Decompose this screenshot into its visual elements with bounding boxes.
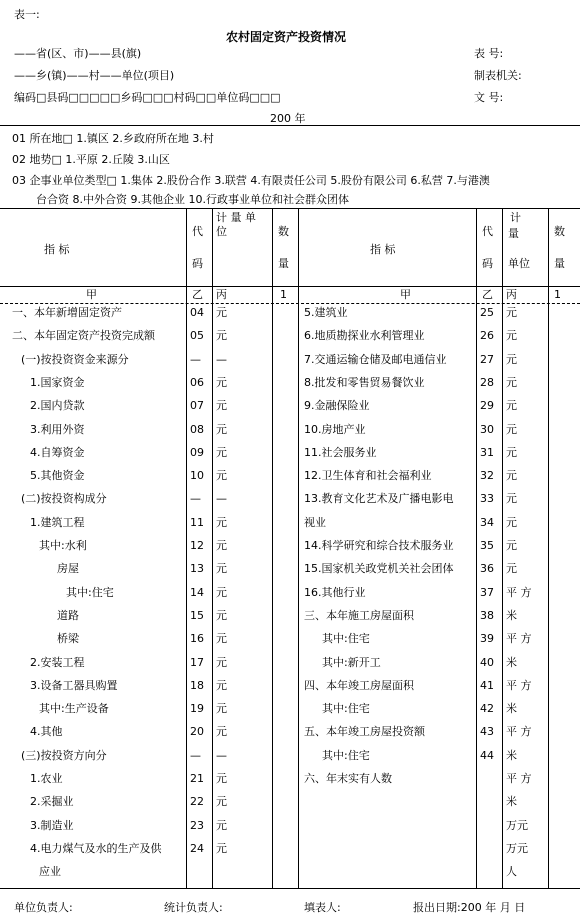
col-header-unit-right-3: 单位	[508, 257, 530, 270]
right-row-code: 42	[480, 702, 494, 715]
left-row-code: 22	[190, 795, 204, 808]
left-row-label: 其中:生产设备	[39, 702, 109, 715]
divider	[0, 303, 580, 304]
right-row-unit: 人	[506, 865, 517, 878]
left-row-unit: 元	[216, 679, 227, 692]
col-letter-one-left: 1	[280, 288, 287, 301]
right-row-unit: 元	[506, 306, 517, 319]
right-row-label: 9.金融保险业	[304, 399, 370, 412]
col-letter-yi-right: 乙	[482, 288, 493, 301]
col-header-qty-left-2: 量	[278, 257, 289, 270]
col-letter-jia-left: 甲	[86, 288, 97, 301]
left-row-code: 05	[190, 329, 204, 342]
right-row-unit: 元	[506, 353, 517, 366]
header-region-line: ——省(区、市)——县(旗)	[14, 47, 142, 60]
right-row-unit: 米	[506, 609, 517, 622]
col-letter-yi-left: 乙	[192, 288, 203, 301]
col-letter-one-right: 1	[554, 288, 561, 301]
right-row-unit: 元	[506, 423, 517, 436]
col-letter-bing-left: 丙	[216, 288, 227, 301]
right-row-code: 26	[480, 329, 494, 342]
left-row-unit: 元	[216, 516, 227, 529]
left-row-code: 23	[190, 819, 204, 832]
right-row-code: 32	[480, 469, 494, 482]
col-header-code-right-1: 代	[482, 225, 493, 238]
right-row-unit: 元	[506, 376, 517, 389]
right-row-code: 28	[480, 376, 494, 389]
right-row-label: 6.地质勘探业水利管理业	[304, 329, 425, 342]
footer-unit-head: 单位负责人:	[14, 901, 73, 914]
left-row-label: 2.国内贷款	[30, 399, 85, 412]
divider	[0, 125, 580, 126]
left-row-unit: 元	[216, 469, 227, 482]
col-header-qty-right-1: 数	[554, 225, 565, 238]
header-issuing-agency: 制表机关:	[474, 69, 522, 82]
right-row-code: 27	[480, 353, 494, 366]
left-row-label: (三)按投资方向分	[21, 749, 107, 762]
left-row-unit: —	[216, 353, 227, 366]
left-row-unit: 元	[216, 399, 227, 412]
code-unit-type-cont: 台合资 8.中外合资 9.其他企业 10.行政事业单位和社会群众团体	[36, 193, 349, 206]
divider	[0, 888, 580, 889]
left-row-code: 11	[190, 516, 204, 529]
right-row-code: 40	[480, 656, 494, 669]
left-row-code: 06	[190, 376, 204, 389]
col-header-code-left-2: 码	[192, 257, 203, 270]
header-unit-line: ——乡(镇)——村——单位(项目)	[14, 69, 175, 82]
right-row-unit: 平 方	[506, 586, 532, 599]
right-row-unit: 元	[506, 446, 517, 459]
divider	[0, 208, 580, 209]
right-row-label: 16.其他行业	[304, 586, 366, 599]
left-row-code: 13	[190, 562, 204, 575]
left-row-unit: 元	[216, 632, 227, 645]
col-divider	[476, 208, 477, 888]
left-row-unit: 元	[216, 795, 227, 808]
left-row-unit: 元	[216, 423, 227, 436]
right-row-label: 7.交通运输仓储及邮电通信业	[304, 353, 447, 366]
left-row-code: 16	[190, 632, 204, 645]
col-header-unit-right-2: 量	[508, 227, 519, 240]
col-header-unit-right-1: 计	[510, 211, 521, 224]
right-row-code: 43	[480, 725, 494, 738]
left-row-label: 3.制造业	[30, 819, 74, 832]
right-row-unit: 米	[506, 702, 517, 715]
left-row-label: 二、本年固定资产投资完成额	[12, 329, 155, 342]
left-row-label: (一)按投资资金来源分	[21, 353, 129, 366]
left-row-code: 04	[190, 306, 204, 319]
left-row-unit: 元	[216, 725, 227, 738]
left-row-code: 20	[190, 725, 204, 738]
left-row-label: 1.国家资金	[30, 376, 85, 389]
col-header-indicator-left: 指 标	[44, 243, 70, 256]
col-divider	[548, 208, 549, 888]
left-row-unit: 元	[216, 656, 227, 669]
left-row-code: —	[190, 492, 201, 505]
left-row-label: 1.建筑工程	[30, 516, 85, 529]
left-row-label: 2.安装工程	[30, 656, 85, 669]
left-row-label: 其中:水利	[39, 539, 87, 552]
right-row-label: 其中:住宅	[322, 632, 370, 645]
left-row-code: 15	[190, 609, 204, 622]
left-row-unit: 元	[216, 376, 227, 389]
left-row-unit: 元	[216, 819, 227, 832]
left-row-unit: 元	[216, 562, 227, 575]
footer-stat-head: 统计负责人:	[164, 901, 223, 914]
left-row-unit: 元	[216, 446, 227, 459]
code-unit-type: 03 企事业单位类型□ 1.集体 2.股份合作 3.联营 4.有限责任公司 5.股份有限公司 6.私营 7.与港澳	[12, 174, 490, 187]
right-row-label: 14.科学研究和综合技术服务业	[304, 539, 454, 552]
left-row-unit: 元	[216, 772, 227, 785]
header-code-line: 编码□县码□□□□□乡码□□□村码□□单位码□□□	[14, 91, 281, 104]
left-row-code: 07	[190, 399, 204, 412]
left-row-unit: 元	[216, 702, 227, 715]
right-row-unit: 元	[506, 399, 517, 412]
form-label: 表一:	[14, 8, 40, 21]
left-row-label: 房屋	[57, 562, 79, 575]
left-row-label: 4.自筹资金	[30, 446, 85, 459]
right-row-code: 31	[480, 446, 494, 459]
left-row-code: 10	[190, 469, 204, 482]
left-row-label: 应业	[39, 865, 61, 878]
left-row-unit: 元	[216, 609, 227, 622]
right-row-code: 36	[480, 562, 494, 575]
right-row-label: 五、本年竣工房屋投资额	[304, 725, 425, 738]
left-row-unit: —	[216, 492, 227, 505]
left-row-label: 2.采掘业	[30, 795, 74, 808]
right-row-unit: 元	[506, 562, 517, 575]
left-row-code: 19	[190, 702, 204, 715]
right-row-label: 15.国家机关政党机关社会团体	[304, 562, 454, 575]
right-row-code: 41	[480, 679, 494, 692]
left-row-code: 14	[190, 586, 204, 599]
col-header-code-right-2: 码	[482, 257, 493, 270]
right-row-unit: 平 方	[506, 725, 532, 738]
right-row-unit: 米	[506, 749, 517, 762]
right-row-code: 25	[480, 306, 494, 319]
col-header-qty-left-1: 数	[278, 225, 289, 238]
left-row-code: 17	[190, 656, 204, 669]
right-row-unit: 米	[506, 656, 517, 669]
right-row-code: 39	[480, 632, 494, 645]
left-row-code: —	[190, 353, 201, 366]
right-row-unit: 平 方	[506, 772, 532, 785]
col-divider	[186, 208, 187, 888]
col-header-unit-left-b: 位	[216, 225, 227, 238]
year-line: 200 年	[270, 112, 306, 125]
col-letter-jia-right: 甲	[400, 288, 411, 301]
right-row-unit: 元	[506, 329, 517, 342]
header-form-number: 表 号:	[474, 47, 504, 60]
document-title: 农村固定资产投资情况	[226, 30, 347, 44]
left-row-code: 12	[190, 539, 204, 552]
right-row-unit: 平 方	[506, 679, 532, 692]
left-row-label: 道路	[57, 609, 79, 622]
code-terrain: 02 地势□ 1.平原 2.丘陵 3.山区	[12, 153, 170, 166]
right-row-unit: 元	[506, 469, 517, 482]
left-row-code: 18	[190, 679, 204, 692]
right-row-label: 8.批发和零售贸易餐饮业	[304, 376, 425, 389]
code-location: 01 所在地□ 1.镇区 2.乡政府所在地 3.村	[12, 132, 214, 145]
left-row-unit: 元	[216, 586, 227, 599]
left-row-code: —	[190, 749, 201, 762]
col-header-code-left-1: 代	[192, 225, 203, 238]
right-row-unit: 元	[506, 539, 517, 552]
right-row-unit: 元	[506, 492, 517, 505]
left-row-code: 21	[190, 772, 204, 785]
right-row-label: 10.房地产业	[304, 423, 366, 436]
left-row-unit: —	[216, 749, 227, 762]
footer-filler: 填表人:	[304, 901, 341, 914]
right-row-code: 35	[480, 539, 494, 552]
header-document-number: 文 号:	[474, 91, 504, 104]
right-row-code: 30	[480, 423, 494, 436]
right-row-label: 13.教育文化艺术及广播电影电	[304, 492, 454, 505]
left-row-label: 3.利用外资	[30, 423, 85, 436]
left-row-unit: 元	[216, 306, 227, 319]
right-row-label: 其中:住宅	[322, 749, 370, 762]
right-row-label: 其中:新开工	[322, 656, 381, 669]
col-letter-bing-right: 丙	[506, 288, 517, 301]
left-row-label: (二)按投资构成分	[21, 492, 107, 505]
right-row-unit: 万元	[506, 842, 528, 855]
left-row-label: 3.设备工器具购置	[30, 679, 118, 692]
col-header-qty-right-2: 量	[554, 257, 565, 270]
right-row-code: 38	[480, 609, 494, 622]
right-row-code: 37	[480, 586, 494, 599]
left-row-label: 一、本年新增固定资产	[12, 306, 122, 319]
right-row-label: 六、年末实有人数	[304, 772, 392, 785]
col-divider	[272, 208, 273, 888]
left-row-label: 4.电力煤气及水的生产及供	[30, 842, 162, 855]
right-row-label: 5.建筑业	[304, 306, 348, 319]
left-row-label: 其中:住宅	[66, 586, 114, 599]
col-divider	[298, 208, 299, 888]
right-row-label: 视业	[304, 516, 326, 529]
right-row-unit: 元	[506, 516, 517, 529]
footer-report-date: 报出日期:200 年 月 日	[413, 901, 526, 914]
right-row-unit: 平 方	[506, 632, 532, 645]
right-row-label: 四、本年竣工房屋面积	[304, 679, 414, 692]
left-row-unit: 元	[216, 539, 227, 552]
right-row-label: 11.社会服务业	[304, 446, 377, 459]
right-row-code: 29	[480, 399, 494, 412]
right-row-label: 三、本年施工房屋面积	[304, 609, 414, 622]
left-row-label: 4.其他	[30, 725, 63, 738]
col-header-indicator-right: 指 标	[370, 243, 396, 256]
right-row-unit: 米	[506, 795, 517, 808]
left-row-label: 桥梁	[57, 632, 79, 645]
left-row-unit: 元	[216, 329, 227, 342]
right-row-code: 44	[480, 749, 494, 762]
right-row-label: 12.卫生体育和社会福利业	[304, 469, 432, 482]
left-row-code: 24	[190, 842, 204, 855]
left-row-code: 08	[190, 423, 204, 436]
right-row-code: 33	[480, 492, 494, 505]
left-row-code: 09	[190, 446, 204, 459]
right-row-code: 34	[480, 516, 494, 529]
col-divider	[502, 208, 503, 888]
right-row-label: 其中:住宅	[322, 702, 370, 715]
col-header-unit-left-a: 计 量 单	[216, 211, 256, 224]
right-row-unit: 万元	[506, 819, 528, 832]
left-row-label: 1.农业	[30, 772, 63, 785]
left-row-unit: 元	[216, 842, 227, 855]
left-row-label: 5.其他资金	[30, 469, 85, 482]
col-divider	[212, 208, 213, 888]
